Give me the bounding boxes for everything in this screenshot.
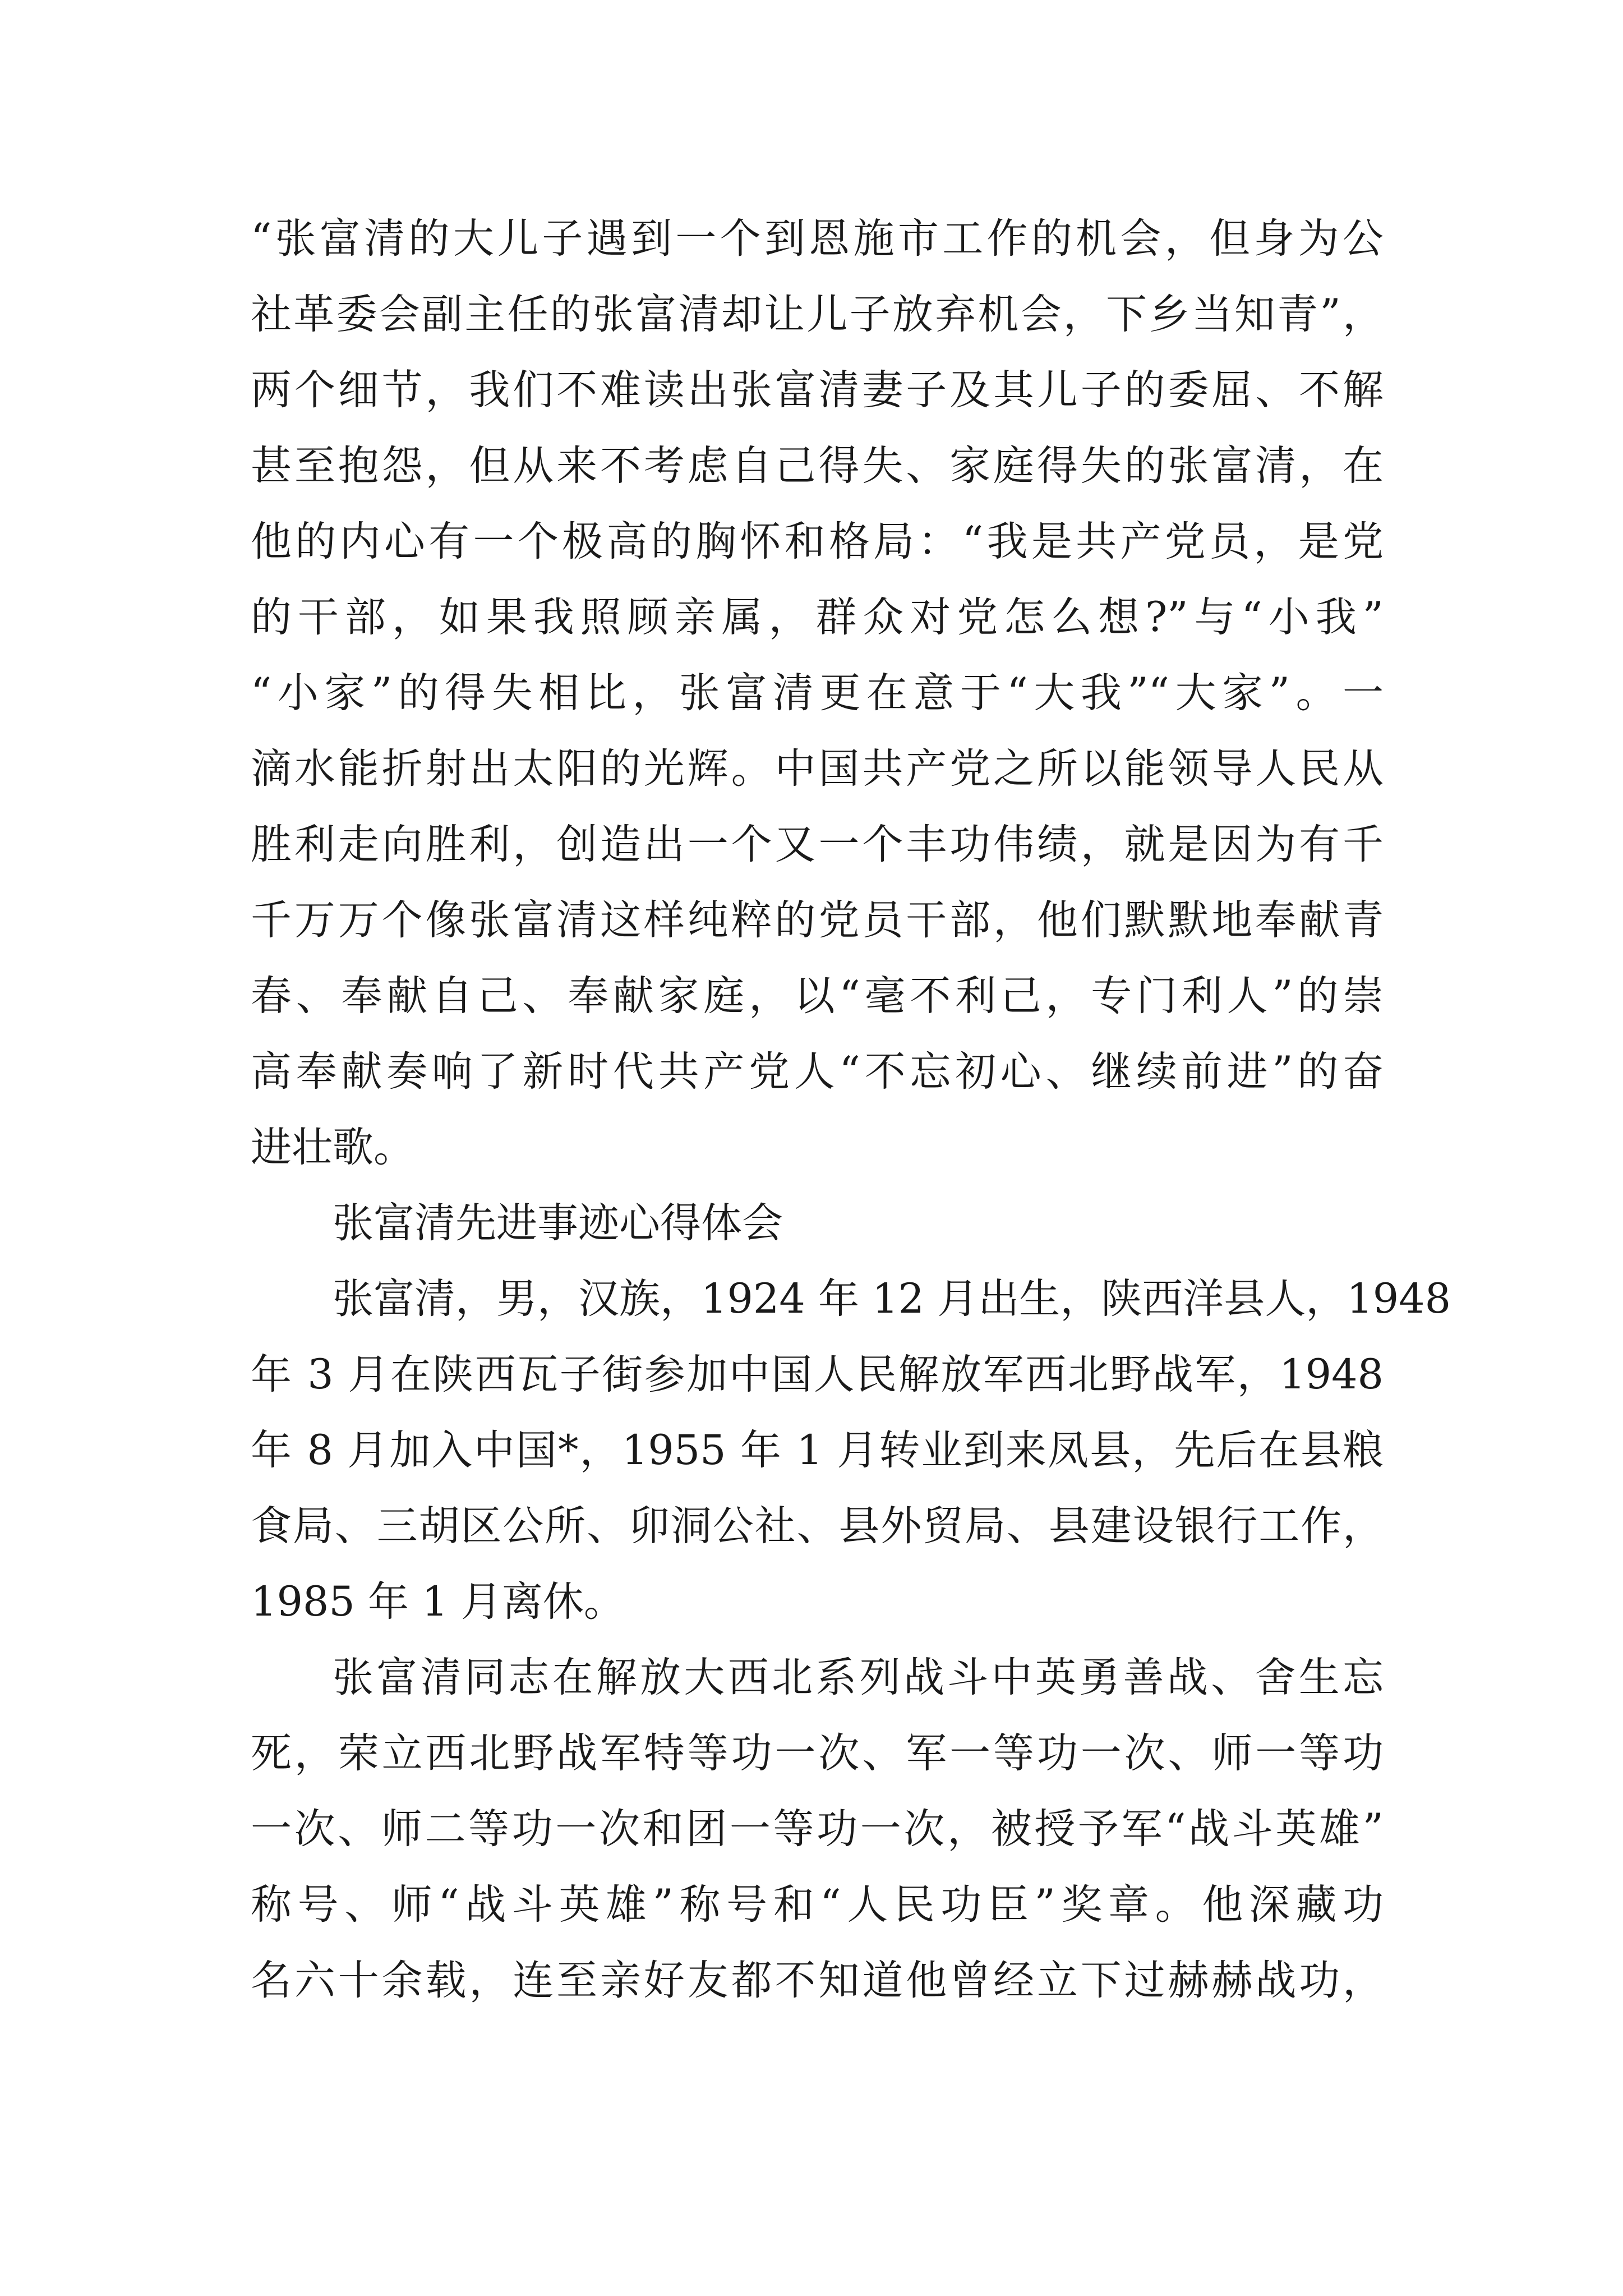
- text-line: 胜利走向胜利，创造出一个又一个丰功伟绩，就是因为有千: [251, 821, 1384, 868]
- text-line: 1985 年 1 月离休。: [251, 1578, 625, 1626]
- text-line: 两个细节，我们不难读出张富清妻子及其儿子的委屈、不解: [251, 366, 1384, 414]
- text-line: 食局、三胡区公所、卯洞公社、县外贸局、县建设银行工作，: [251, 1502, 1384, 1550]
- text-line: 一次、师二等功一次和团一等功一次，被授予军“战斗英雄”: [251, 1805, 1384, 1853]
- text-line: 千万万个像张富清这样纯粹的党员干部，他们默默地奉献青: [251, 896, 1384, 944]
- text-line: 的干部，如果我照顾亲属，群众对党怎么想?”与“小我”: [251, 593, 1384, 641]
- text-line: 名六十余载，连至亲好友都不知道他曾经立下过赫赫战功，: [251, 1957, 1384, 2004]
- text-line: 高奉献奏响了新时代共产党人“不忘初心、继续前进”的奋: [251, 1048, 1384, 1096]
- text-line: “张富清的大儿子遇到一个到恩施市工作的机会，但身为公: [251, 215, 1384, 263]
- text-line: 滴水能折射出太阳的光辉。中国共产党之所以能领导人民从: [251, 745, 1384, 793]
- text-line: 年 3 月在陕西瓦子街参加中国人民解放军西北野战军，1948: [251, 1351, 1384, 1398]
- text-line: 春、奉献自己、奉献家庭，以“毫不利己，专门利人”的崇: [251, 972, 1384, 1020]
- body-text: [251, 201, 1451, 2018]
- text-line: 年 8 月加入中国*，1955 年 1 月转业到来凤县，先后在县粮: [251, 1427, 1384, 1474]
- text-line: 称号、师“战斗英雄”称号和“人民功臣”奖章。他深藏功: [251, 1881, 1384, 1929]
- text-line: 甚至抱怨，但从来不考虑自己得失、家庭得失的张富清，在: [251, 442, 1384, 490]
- text-line: “小家”的得失相比，张富清更在意于“大我”“大家”。一: [251, 669, 1384, 717]
- text-line: 进壮歌。: [251, 1124, 414, 1171]
- text-line: 张富清，男，汉族，1924 年 12 月出生，陕西洋县人，1948: [333, 1275, 1451, 1323]
- text-line: 他的内心有一个极高的胸怀和格局：“我是共产党员，是党: [251, 518, 1384, 565]
- text-line: 死，荣立西北野战军特等功一次、军一等功一次、师一等功: [251, 1729, 1384, 1777]
- text-line: 社革委会副主任的张富清却让儿子放弃机会，下乡当知青”，: [251, 291, 1384, 338]
- text-line: 张富清同志在解放大西北系列战斗中英勇善战、舍生忘: [333, 1654, 1384, 1701]
- section-heading: 张富清先进事迹心得体会: [333, 1199, 783, 1247]
